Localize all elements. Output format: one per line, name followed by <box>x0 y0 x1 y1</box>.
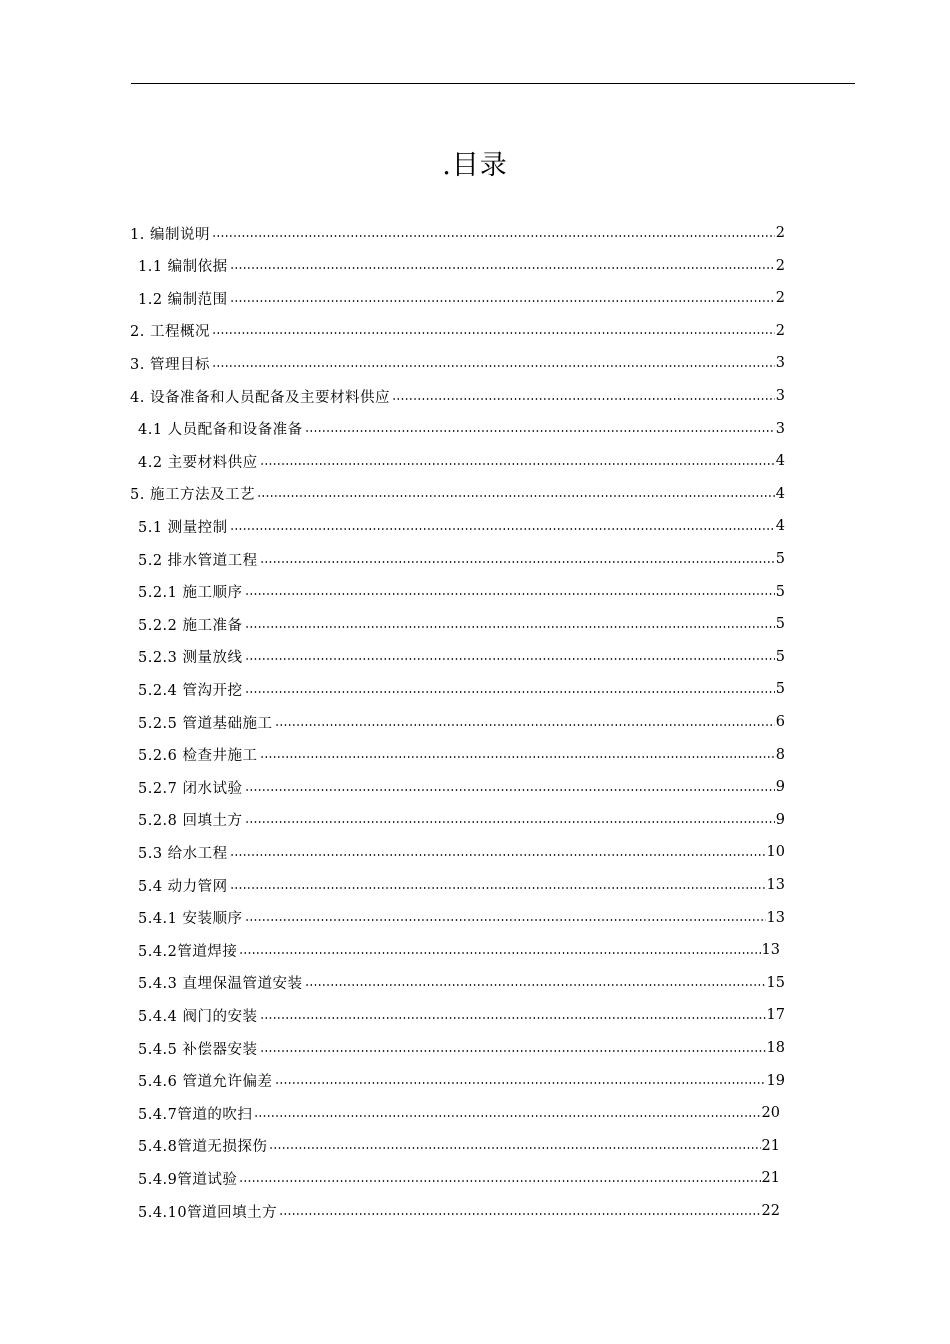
toc-entry-label: 5.4.6 管道允许偏差 <box>138 1074 273 1091</box>
toc-entry-page: 15 <box>766 974 785 991</box>
toc-entry-page: 2 <box>775 322 785 339</box>
toc-entry-label: 5.4.7管道的吹扫 <box>138 1106 253 1123</box>
toc-entry[interactable] <box>138 940 780 960</box>
toc-entry-page: 22 <box>761 1203 780 1219</box>
toc-dot-leader <box>245 821 775 823</box>
toc-entry[interactable] <box>138 647 785 667</box>
toc-entry-label: 4.2 主要材料供应 <box>138 454 258 471</box>
toc-dot-leader <box>245 919 766 921</box>
toc-entry[interactable] <box>138 614 785 634</box>
toc-entry[interactable] <box>138 712 785 732</box>
toc-entry[interactable] <box>138 1103 780 1123</box>
toc-dot-leader <box>260 561 775 563</box>
toc-entry-label: 5.4.1 安装顺序 <box>138 911 243 928</box>
toc-entry-label: 5.2 排水管道工程 <box>138 552 258 569</box>
toc-dot-leader <box>230 528 775 530</box>
toc-dot-leader <box>392 398 775 400</box>
toc-entry[interactable] <box>138 582 785 602</box>
toc-entry-page: 8 <box>775 746 785 763</box>
toc-entry-label: 3. 管理目标 <box>130 356 210 373</box>
toc-entry[interactable] <box>138 777 785 797</box>
toc-dot-leader <box>260 1050 766 1052</box>
toc-dot-leader <box>212 365 775 367</box>
toc-entry-page: 3 <box>775 420 785 437</box>
toc-entry-label: 5. 施工方法及工艺 <box>130 487 255 504</box>
toc-entry-page: 3 <box>775 355 785 372</box>
toc-entry[interactable] <box>138 1201 780 1221</box>
toc-dot-leader <box>257 495 775 497</box>
toc-dot-leader <box>239 952 760 954</box>
toc-dot-leader <box>230 300 775 302</box>
toc-entry[interactable] <box>138 1168 780 1188</box>
toc-entry-label: 5.2.8 回填土方 <box>138 813 243 830</box>
toc-entry-page: 21 <box>761 1170 780 1187</box>
toc-entry-page: 17 <box>766 1007 785 1024</box>
toc-dot-leader <box>305 984 766 986</box>
toc-entry-label: 5.3 给水工程 <box>138 845 228 862</box>
toc-entry[interactable] <box>138 419 785 439</box>
toc-entry-label: 5.2.6 检查井施工 <box>138 748 258 765</box>
toc-entry-page: 2 <box>775 225 785 241</box>
toc-entry-page: 9 <box>775 811 785 828</box>
toc-entry-label: 5.4.5 补偿器安装 <box>138 1041 258 1058</box>
toc-entry-page: 10 <box>766 844 785 861</box>
page-title: .目录 <box>442 150 508 181</box>
toc-entry-label: 5.2.5 管道基础施工 <box>138 715 273 732</box>
toc-entry[interactable] <box>138 810 785 830</box>
toc-entry-label: 5.2.2 施工准备 <box>138 617 243 634</box>
toc-entry-page: 6 <box>775 714 785 730</box>
toc-entry[interactable] <box>138 679 785 699</box>
toc-entry[interactable] <box>138 516 785 536</box>
toc-entry[interactable] <box>130 386 785 406</box>
toc-entry-page: 2 <box>775 290 785 307</box>
toc-entry-page: 5 <box>775 616 785 633</box>
toc-entry[interactable] <box>138 1005 785 1025</box>
toc-entry-label: 5.4.4 阀门的安装 <box>138 1008 258 1025</box>
toc-entry-label: 4.1 人员配备和设备准备 <box>138 422 303 439</box>
toc-dot-leader <box>245 658 775 660</box>
toc-dot-leader <box>269 1147 760 1149</box>
toc-entry[interactable] <box>138 908 785 928</box>
toc-dot-leader <box>260 463 775 465</box>
toc-dot-leader <box>275 724 775 726</box>
toc-entry[interactable] <box>138 745 785 765</box>
toc-entry-label: 2. 工程概况 <box>130 324 210 341</box>
toc-entry-label: 1.1 编制依据 <box>138 259 228 276</box>
toc-dot-leader <box>305 430 775 432</box>
toc-entry-page: 4 <box>775 453 785 470</box>
toc-entry-label: 5.4.3 直埋保温管道安装 <box>138 976 303 993</box>
toc-entry-label: 5.2.1 施工顺序 <box>138 585 243 602</box>
toc-entry-page: 19 <box>766 1072 785 1089</box>
toc-entry-page: 5 <box>775 648 785 665</box>
toc-dot-leader <box>230 854 766 856</box>
toc-dot-leader <box>212 332 775 334</box>
toc-entry-page: 13 <box>766 909 785 926</box>
toc-dot-leader <box>245 691 775 693</box>
toc-entry[interactable] <box>138 288 785 308</box>
toc-dot-leader <box>279 1213 760 1215</box>
toc-entry-label: 5.2.7 闭水试验 <box>138 780 243 797</box>
toc-dot-leader <box>239 1180 760 1182</box>
toc-dot-leader <box>275 1082 766 1084</box>
toc-entry-page: 5 <box>775 551 785 567</box>
toc-entry-page: 3 <box>775 388 785 404</box>
toc-entry[interactable] <box>130 321 785 341</box>
toc-entry-label: 4. 设备准备和人员配备及主要材料供应 <box>130 389 390 406</box>
toc-entry-page: 18 <box>766 1040 785 1056</box>
toc-entry-label: 5.4.8管道无损探伤 <box>138 1139 268 1156</box>
toc-entry-label: 5.1 测量控制 <box>138 519 228 536</box>
toc-entry-label: 5.4 动力管网 <box>138 878 228 895</box>
toc-entry[interactable] <box>138 256 785 276</box>
toc-entry[interactable] <box>138 1038 785 1058</box>
toc-dot-leader <box>254 1115 760 1117</box>
toc-entry-label: 1. 编制说明 <box>130 226 210 243</box>
toc-entry[interactable] <box>130 484 785 504</box>
toc-entry-page: 20 <box>761 1105 780 1122</box>
toc-entry-page: 9 <box>775 779 785 796</box>
toc-entry-label: 5.4.10管道回填土方 <box>138 1204 278 1221</box>
toc-entry-label: 1.2 编制范围 <box>138 291 228 308</box>
toc-entry-page: 21 <box>761 1137 780 1154</box>
toc-entry-page: 4 <box>775 485 785 502</box>
toc-dot-leader <box>260 1017 766 1019</box>
toc-dot-leader <box>230 267 775 269</box>
toc-entry-label: 5.4.9管道试验 <box>138 1171 238 1188</box>
toc-entry-page: 13 <box>761 942 780 959</box>
toc-dot-leader <box>245 593 775 595</box>
toc-entry[interactable] <box>138 549 785 569</box>
toc-entry-label: 5.2.4 管沟开挖 <box>138 682 243 699</box>
toc-entry[interactable] <box>138 842 785 862</box>
toc-dot-leader <box>212 235 775 237</box>
toc-dot-leader <box>260 756 775 758</box>
toc-entry[interactable] <box>130 223 785 243</box>
toc-dot-leader <box>245 789 775 791</box>
toc-entry[interactable] <box>138 973 785 993</box>
toc-dot-leader <box>245 626 775 628</box>
toc-entry[interactable] <box>130 353 785 373</box>
toc-entry[interactable] <box>138 875 785 895</box>
toc-entry[interactable] <box>138 1071 785 1091</box>
toc-entry-page: 4 <box>775 518 785 535</box>
toc-entry[interactable] <box>138 1136 780 1156</box>
toc-entry-page: 2 <box>775 257 785 274</box>
toc-entry-page: 13 <box>766 877 785 893</box>
toc-entry-page: 5 <box>775 681 785 698</box>
toc-entry[interactable] <box>138 451 785 471</box>
toc-entry-label: 5.2.3 测量放线 <box>138 650 243 667</box>
toc-dot-leader <box>230 887 766 889</box>
toc-entry-page: 5 <box>775 583 785 600</box>
toc-entry-label: 5.4.2管道焊接 <box>138 943 238 960</box>
